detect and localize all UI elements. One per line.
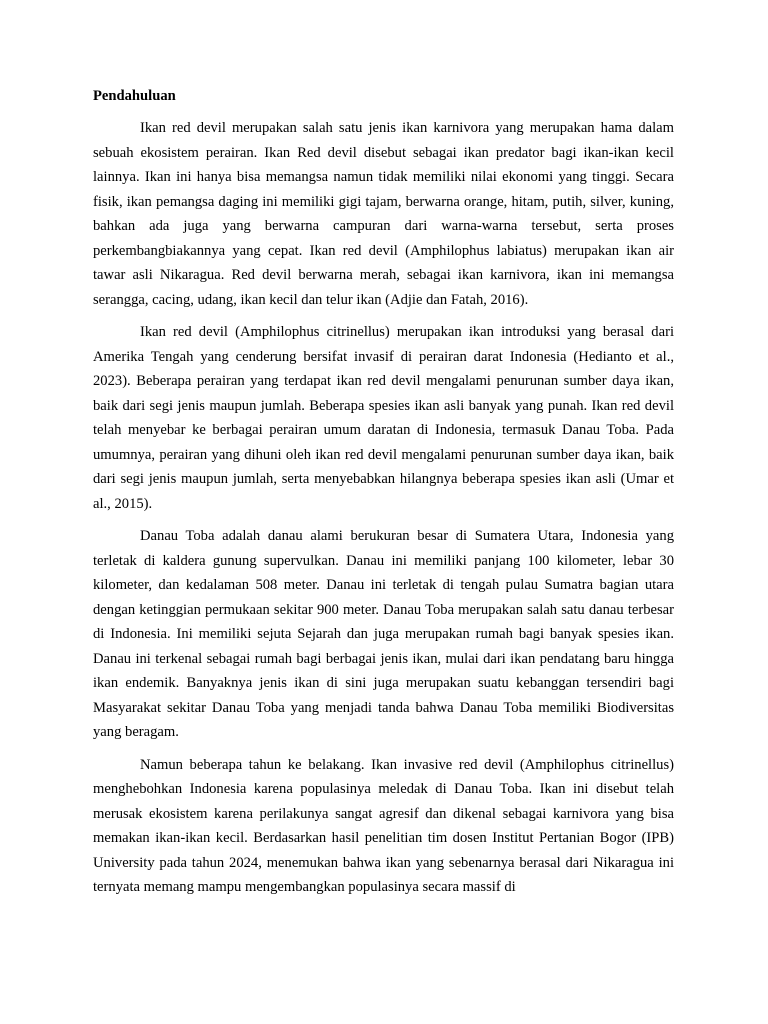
section-heading: Pendahuluan [93, 88, 176, 104]
paragraph-3: Danau Toba adalah danau alami berukuran besar di Sumatera Utara, Indonesia yang terletak di kaldera gunung supervulkan. Danau ini memiliki panjang 100 kilometer, lebar 30 kilometer, dan kedalaman 508 meter. Danau ini terletak di tengah pulau Sumatra bagian utara dengan ketinggian permukaan sekitar 900 meter. Danau Toba merupakan salah satu danau terbesar di Indonesia. Ini memiliki sejuta Sejarah dan juga merupakan rumah bagi banyak spesies ikan. Danau ini terkenal sebagai rumah bagi berbagai jenis ikan, mulai dari ikan pendatang baru hingga ikan endemik. Banyaknya jenis ikan di sini juga merupakan suatu kebanggan tersendiri bagi Masyarakat sekitar Danau Toba yang menjadi tanda bahwa Danau Toba memiliki Biodiversitas yang beragam. [93, 528, 674, 740]
paragraph-4: Namun beberapa tahun ke belakang. Ikan invasive red devil (Amphilophus citrinellus) menghebohkan Indonesia karena populasinya meledak di Danau Toba. Ikan ini disebut telah merusak ekosistem karena perilakunya sangat agresif dan dikenal sebagai karnivora yang bisa memakan ikan-ikan kecil. Berdasarkan hasil penelitian tim dosen Institut Pertanian Bogor (IPB) University pada tahun 2024, menemukan bahwa ikan yang sebenarnya berasal dari Nikaragua ini ternyata memang mampu mengembangkan populasinya secara massif di [93, 756, 674, 895]
document-page [93, 82, 674, 908]
paragraph-2: Ikan red devil (Amphilophus citrinellus) merupakan ikan introduksi yang berasal dari Amerika Tengah yang cenderung bersifat invasif di perairan darat Indonesia (Hedianto et al., 2023). Beberapa perairan yang terdapat ikan red devil mengalami penurunan sumber daya ikan, baik dari segi jenis maupun jumlah. Beberapa spesies ikan asli banyak yang punah. Ikan red devil telah menyebar ke berbagai perairan umum daratan di Indonesia, termasuk Danau Toba. Pada umumnya, perairan yang dihuni oleh ikan red devil mengalami penurunan sumber daya ikan, baik dari segi jenis maupun jumlah, serta menyebabkan hilangnya beberapa spesies ikan asli (Umar et al., 2015). [93, 324, 674, 512]
paragraph-1: Ikan red devil merupakan salah satu jenis ikan karnivora yang merupakan hama dalam sebuah ekosistem perairan. Ikan Red devil disebut sebagai ikan predator bagi ikan-ikan kecil lainnya. Ikan ini hanya bisa memangsa namun tidak memiliki nilai ekonomi yang tinggi. Secara fisik, ikan pemangsa daging ini memiliki gigi tajam, berwarna orange, hitam, putih, silver, kuning, bahkan ada juga yang berwarna campuran dari warna-warna tersebut, serta proses perkembangbiakannya yang cepat. Ikan red devil (Amphilophus labiatus) merupakan ikan air tawar asli Nikaragua. Red devil berwarna merah, sebagai ikan karnivora, ikan ini memangsa serangga, cacing, udang, ikan kecil dan telur ikan (Adjie dan Fatah, 2016). [93, 120, 674, 308]
